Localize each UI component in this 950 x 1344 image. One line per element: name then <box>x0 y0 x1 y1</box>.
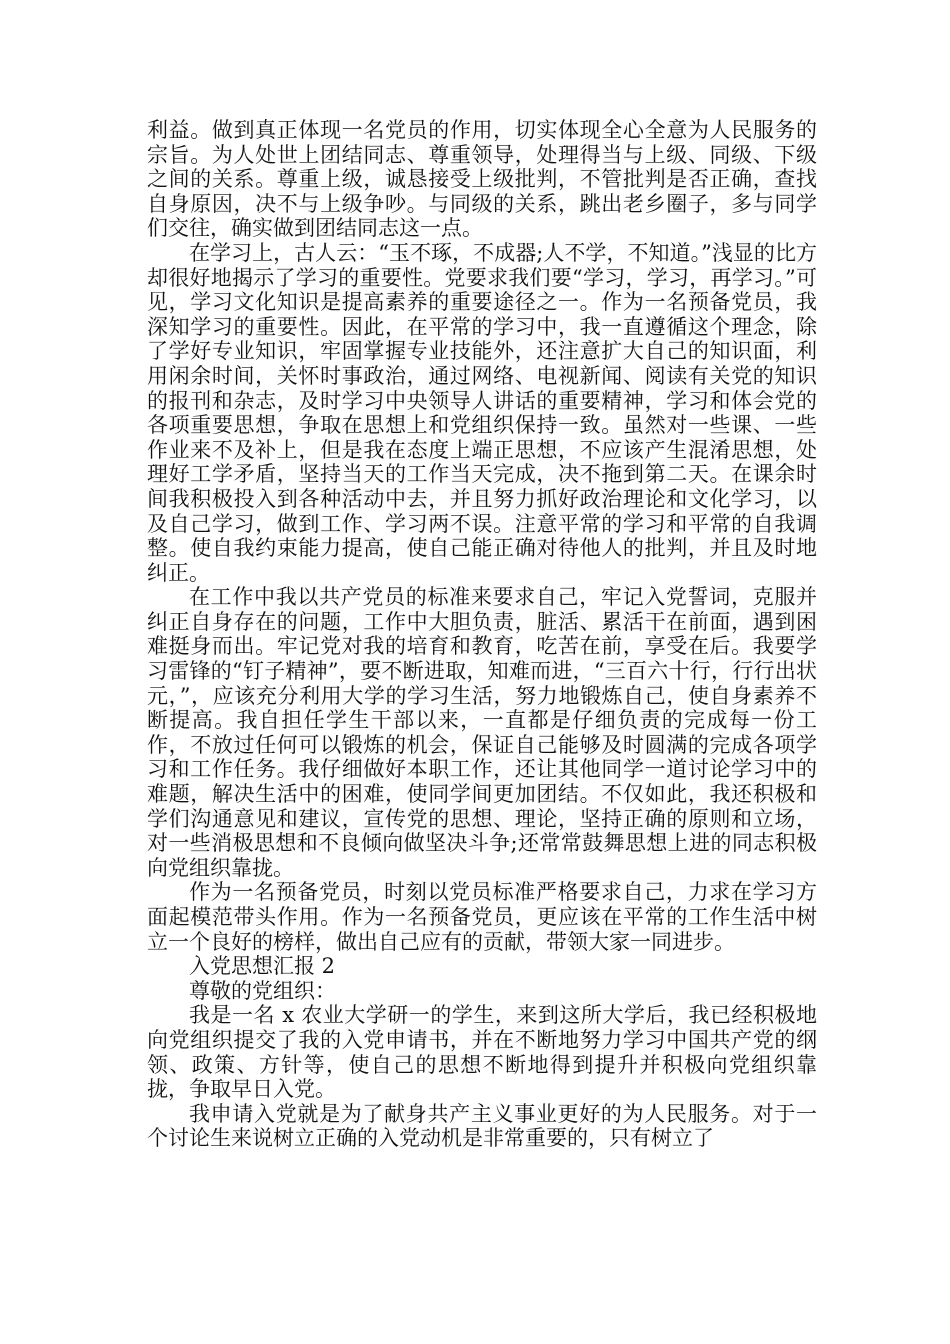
paragraph-probationary-member: 作为一名预备党员，时刻以党员标准严格要求自己，力求在学习方面起模范带头作用。作为一名预备党员，更应该在平常的工作生活中树立一个良好的榜样，做出自己应有的贡献，带领大家一同进步。 <box>147 880 817 954</box>
salutation: 尊敬的党组织： <box>189 978 336 1003</box>
paragraph-work: 在工作中我以共产党员的标准来要求自己，牢记入党誓词，克服并纠正自身存在的问题，工作中大胆负责，脏活、累活干在前面，遇到困难挺身而出。牢记党对我的培育和教育，吃苦在前，享受在后。我要学习雷锋的“钉子精神”，要不断进取，知难而进，“三百六十行，行行出状元，”，应该充分利用大学的学习生活，努力地锻炼自己，使自身素养不断提高。我自担任学生干部以来，一直都是仔细负责的完成每一份工作，不放过任何可以锻炼的机会，保证自己能够及时圆满的完成各项学习和工作任务。我仔细做好本职工作，还让其他同学一道讨论学习中的难题，解决生活中的困难，使同学间更加团结。不仅如此，我还积极和学们沟通意见和建议，宣传党的思想、理论，坚持正确的原则和立场，对一些消极思想和不良倾向做坚决斗争;还常常鼓舞思想上进的同志积极向党组织靠拢。 <box>147 585 817 880</box>
paragraph-continuation: 利益。做到真正体现一名党员的作用，切实体现全心全意为人民服务的宗旨。为人处世上团结同志、尊重领导，处理得当与上级、同级、下级之间的关系。尊重上级，诚恳接受上级批判，不管批判是否正确，查找自身原因，决不与上级争吵。与同级的关系，跳出老乡圈子，多与同学们交往，确实做到团结同志这一点。 <box>147 118 817 241</box>
paragraph-introduction: 我是一名 x 农业大学研一的学生，来到这所大学后，我已经积极地向党组织提交了我的入党申请书，并在不断地努力学习中国共产党的纲领、政策、方针等，使自己的思想不断地得到提升并积极向党组织靠拢，争取早日入党。 <box>147 1003 817 1102</box>
document-page <box>147 118 817 1151</box>
section-heading: 入党思想汇报 2 <box>189 954 336 979</box>
paragraph-study: 在学习上，古人云：“玉不琢，不成器;人不学，不知道。”浅显的比方却很好地揭示了学习的重要性。党要求我们要“学习，学习，再学习。”可见，学习文化知识是提高素养的重要途径之一。作为一名预备党员，我深知学习的重要性。因此，在平常的学习中，我一直遵循这个理念，除了学好专业知识，牢固掌握专业技能外，还注意扩大自己的知识面，利用闲余时间，关怀时事政治，通过网络、电视新闻、阅读有关党的知识的报刊和杂志，及时学习中央领导人讲话的重要精神，学习和体会党的各项重要思想，争取在思想上和党组织保持一致。虽然对一些课、一些作业来不及补上，但是我在态度上端正思想，不应该产生混淆思想，处理好工学矛盾，坚持当天的工作当天完成，决不拖到第二天。在课余时间我积极投入到各种活动中去，并且努力抓好政治理论和文化学习，以及自己学习，做到工作、学习两不误。注意平常的学习和平常的自我调整。使自我约束能力提高，使自己能正确对待他人的批判，并且及时地纠正。 <box>147 240 817 585</box>
paragraph-motivation: 我申请入党就是为了献身共产主义事业更好的为人民服务。对于一个讨论生来说树立正确的入党动机是非常重要的，只有树立了 <box>147 1101 817 1151</box>
